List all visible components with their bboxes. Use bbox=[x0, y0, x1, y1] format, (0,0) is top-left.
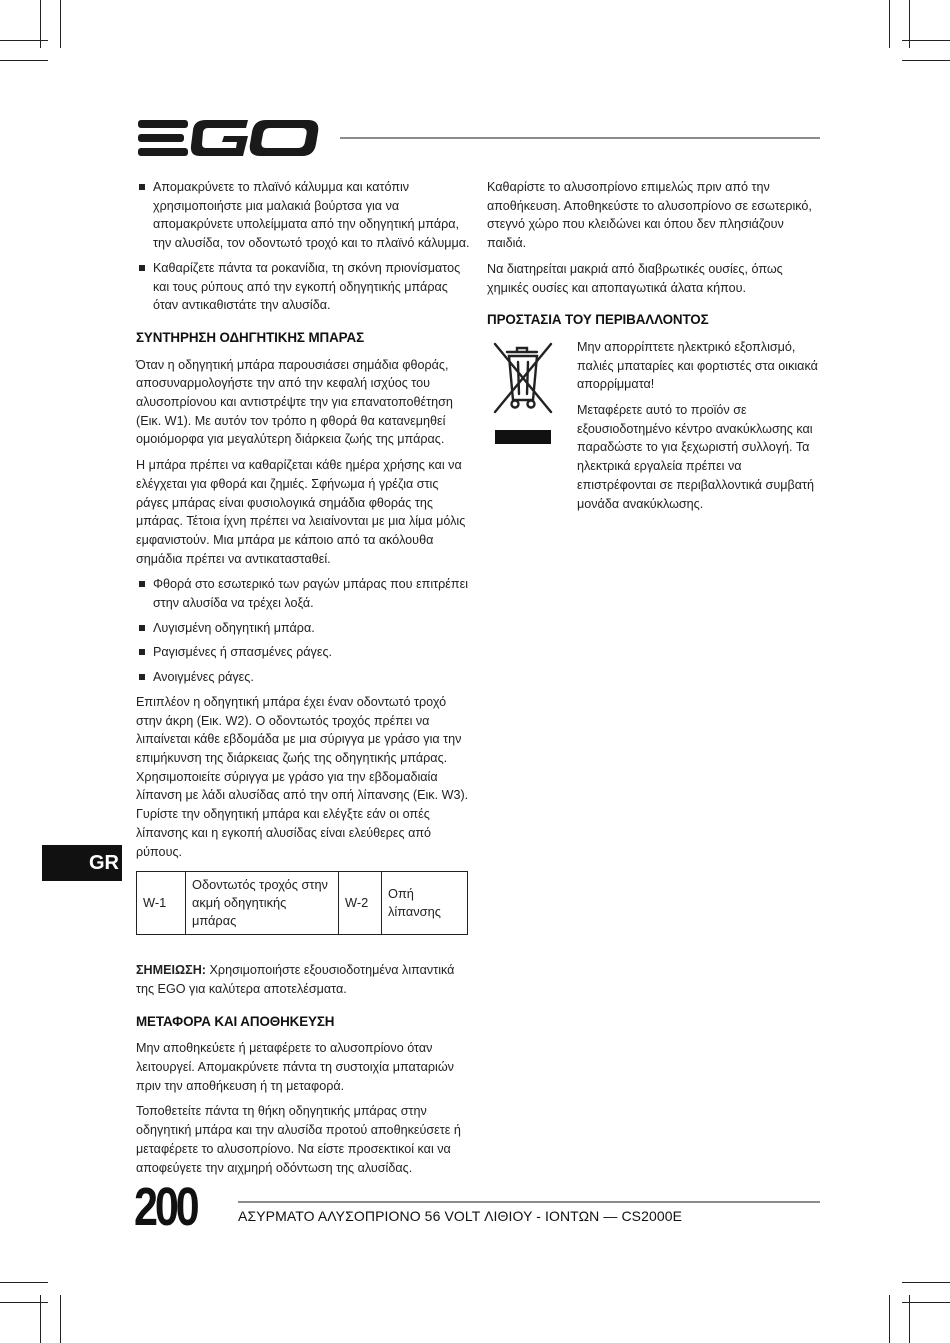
bullet-text: Φθορά στο εσωτερικό των ραγών μπάρας που επιτρέπει στην αλυσίδα να τρέχει λοξά. bbox=[153, 577, 469, 611]
crop-mark bbox=[889, 0, 890, 48]
note bbox=[136, 961, 471, 998]
list-item bbox=[136, 643, 471, 662]
note-text: Χρησιμοποιήστε εξουσιοδοτημένα λιπαντικά της EGO για καλύτερα αποτελέσματα. bbox=[136, 963, 455, 996]
footer-rule bbox=[238, 1201, 820, 1203]
table-cell-code: W-1 bbox=[137, 872, 186, 935]
bullet-text: Ραγισμένες ή σπασμένες ράγες. bbox=[153, 645, 333, 660]
bullet-text: Απομακρύνετε το πλαϊνό κάλυμμα και κατόπιν χρησιμοποιήστε μια μαλακιά βούρτσα για να απομακρύνετε υπολείμματα από την οδηγητική μπάρα, την αλυσίδα, τον οδοντωτό τροχό και το πλαϊνό κάλυμμα. bbox=[153, 180, 470, 251]
bullet-square-icon bbox=[139, 625, 145, 631]
paragraph: Η μπάρα πρέπει να καθαρίζεται κάθε ημέρα χρήσης και να ελέγχεται για φθορά και ζημιές. Σφήνωμα ή γρέζια στις ράγες μπάρας είναι φυσιολογικά σημάδια φθοράς της μπάρας. Τέτοια ίχνη πρέπει να λειαίνονται με μια λίμα μόλις εμφανιστούν. Μια μπάρα με κάποιο από τα ακόλουθα σημάδια πρέπει να αντικατασταθεί. bbox=[136, 458, 466, 566]
section-heading-transport: ΜΕΤΑΦΟΡΑ ΚΑΙ ΑΠΟΘΗΚΕΥΣΗ bbox=[136, 1013, 335, 1029]
paragraph: Μην αποθηκεύετε ή μεταφέρετε το αλυσοπρίονο όταν λειτουργεί. Απομακρύνετε πάντα τη συστοιχία μπαταριών πριν την αποθήκευση ή τη μεταφορά. bbox=[136, 1041, 454, 1093]
crop-mark bbox=[0, 1302, 48, 1303]
page-number: 200 bbox=[134, 1177, 197, 1237]
crop-mark bbox=[902, 60, 950, 61]
right-column bbox=[487, 178, 822, 520]
left-column bbox=[136, 178, 471, 1184]
environment-block bbox=[487, 338, 822, 520]
crop-mark bbox=[0, 40, 48, 41]
paragraph: Μεταφέρετε αυτό το προϊόν σε εξουσιοδοτημένο κέντρο ανακύκλωσης και παραδώστε το για ξεχωριστή συλλογή. Τα ηλεκτρικά εργαλεία πρέπει να επιστρέφονται σε περιβαλλοντικά συμβατή μονάδα ανακύκλωσης. bbox=[577, 403, 814, 511]
crop-mark bbox=[0, 60, 48, 61]
list-item bbox=[136, 668, 471, 687]
crop-mark bbox=[60, 1295, 61, 1343]
footer-title: ΑΣΥΡΜΑΤΟ ΑΛΥΣΟΠΡΙΟΝΟ 56 VOLT ΛΙΘΙΟΥ - ΙΟΝΤΩΝ — CS2000E bbox=[238, 1208, 683, 1224]
weee-crossed-bin-icon bbox=[487, 338, 563, 520]
environment-text bbox=[577, 338, 822, 520]
list-item bbox=[136, 178, 471, 253]
bullet-square-icon bbox=[139, 265, 145, 271]
bullet-square-icon bbox=[139, 649, 145, 655]
crop-mark bbox=[902, 1302, 950, 1303]
bullet-text: Καθαρίζετε πάντα τα ροκανίδια, τη σκόνη πριονίσματος και τους ρύπους από την εγκοπή οδηγητικής μπάρας όταν αντικαθιστάτε την αλυσίδα. bbox=[153, 260, 461, 313]
crop-mark bbox=[60, 0, 61, 48]
bullet-text: Ανοιγμένες ράγες. bbox=[153, 670, 254, 685]
section-heading-environment: ΠΡΟΣΤΑΣΙΑ ΤΟΥ ΠΕΡΙΒΑΛΛΟΝΤΟΣ bbox=[487, 312, 709, 328]
list-item bbox=[136, 619, 471, 638]
bullet-square-icon bbox=[139, 581, 145, 587]
bullet-text: Λυγισμένη οδηγητική μπάρα. bbox=[153, 620, 315, 635]
list-item bbox=[136, 575, 471, 612]
table-cell-code: W-2 bbox=[339, 872, 382, 935]
language-tab: GR bbox=[42, 845, 122, 881]
paragraph: Όταν η οδηγητική μπάρα παρουσιάσει σημάδια φθοράς, αποσυναρμολογήστε την από την κεφαλή ισχύος του αλυσοπρίονου και αντιστρέψτε την για επανατοποθέτηση (Εικ. W1). Με αυτόν τον τρόπο η φθορά θα κατανεμηθεί ομοιόμορφα για μεγαλύτερη διάρκεια ζωής της μπάρας. bbox=[136, 357, 453, 447]
paragraph: Επιπλέον η οδηγητική μπάρα έχει έναν οδοντωτό τροχό στην άκρη (Εικ. W2). Ο οδοντωτός τροχός πρέπει να λιπαίνεται κάθε εβδομάδα με μια σύριγγα με γράσο για την επιμήκυνση της διάρκειας ζωής της οδηγητικής μπάρας. Χρησιμοποιείτε σύριγγα με γράσο για την εβδομαδιαία λίπανση με λάδι αλυσίδας από την οπή λίπανσης (Εικ. W3). Γυρίστε την οδηγητική μπάρα και ελέγξτε εάν οι οπές λίπανσης και η εγκοπή αλυσίδας είναι ελεύθερες από ρύπους. bbox=[136, 694, 469, 859]
crop-mark bbox=[0, 1282, 48, 1283]
header-rule bbox=[340, 137, 820, 139]
crop-mark bbox=[902, 1282, 950, 1283]
table-cell-description: Οπή λίπανσης bbox=[382, 872, 468, 935]
crop-mark bbox=[902, 40, 950, 41]
table-row bbox=[137, 872, 468, 935]
table-cell-description: Οδοντωτός τροχός στην ακμή οδηγητικής μπάρας bbox=[186, 872, 339, 935]
paragraph: Τοποθετείτε πάντα τη θήκη οδηγητικής μπάρας στην οδηγητική μπάρα και την αλυσίδα προτού αποθηκεύσετε ή μεταφέρετε το αλυσοπρίονο. Να είστε προσεκτικοί και να αποφεύγετε την αιχμηρή οδόντωση της αλυσίδας. bbox=[136, 1104, 461, 1175]
bullet-square-icon bbox=[139, 674, 145, 680]
section-heading-bar-maintenance: ΣΥΝΤΗΡΗΣΗ ΟΔΗΓΗΤΙΚΗΣ ΜΠΑΡΑΣ bbox=[136, 329, 365, 345]
bullet-square-icon bbox=[139, 184, 145, 190]
crop-mark bbox=[889, 1295, 890, 1343]
note-label: ΣΗΜΕΙΩΣΗ: bbox=[136, 963, 206, 978]
list-item bbox=[136, 259, 471, 315]
parts-table bbox=[136, 871, 468, 935]
ego-logo bbox=[136, 116, 322, 160]
paragraph: Καθαρίστε το αλυσοπρίονο επιμελώς πριν από την αποθήκευση. Αποθηκεύστε το αλυσοπρίονο σε εσωτερικό, στεγνό χώρο που κλειδώνει και όπου δεν πλησιάζουν παιδιά. bbox=[487, 180, 812, 251]
paragraph: Μην απορρίπτετε ηλεκτρικό εξοπλισμό, παλιές μπαταρίες και φορτιστές στα οικιακά απορρίμματα! bbox=[577, 339, 818, 392]
paragraph: Να διατηρείται μακριά από διαβρωτικές ουσίες, όπως χημικές ουσίες και αποπαγωτικά άλατα κήπου. bbox=[487, 261, 783, 295]
